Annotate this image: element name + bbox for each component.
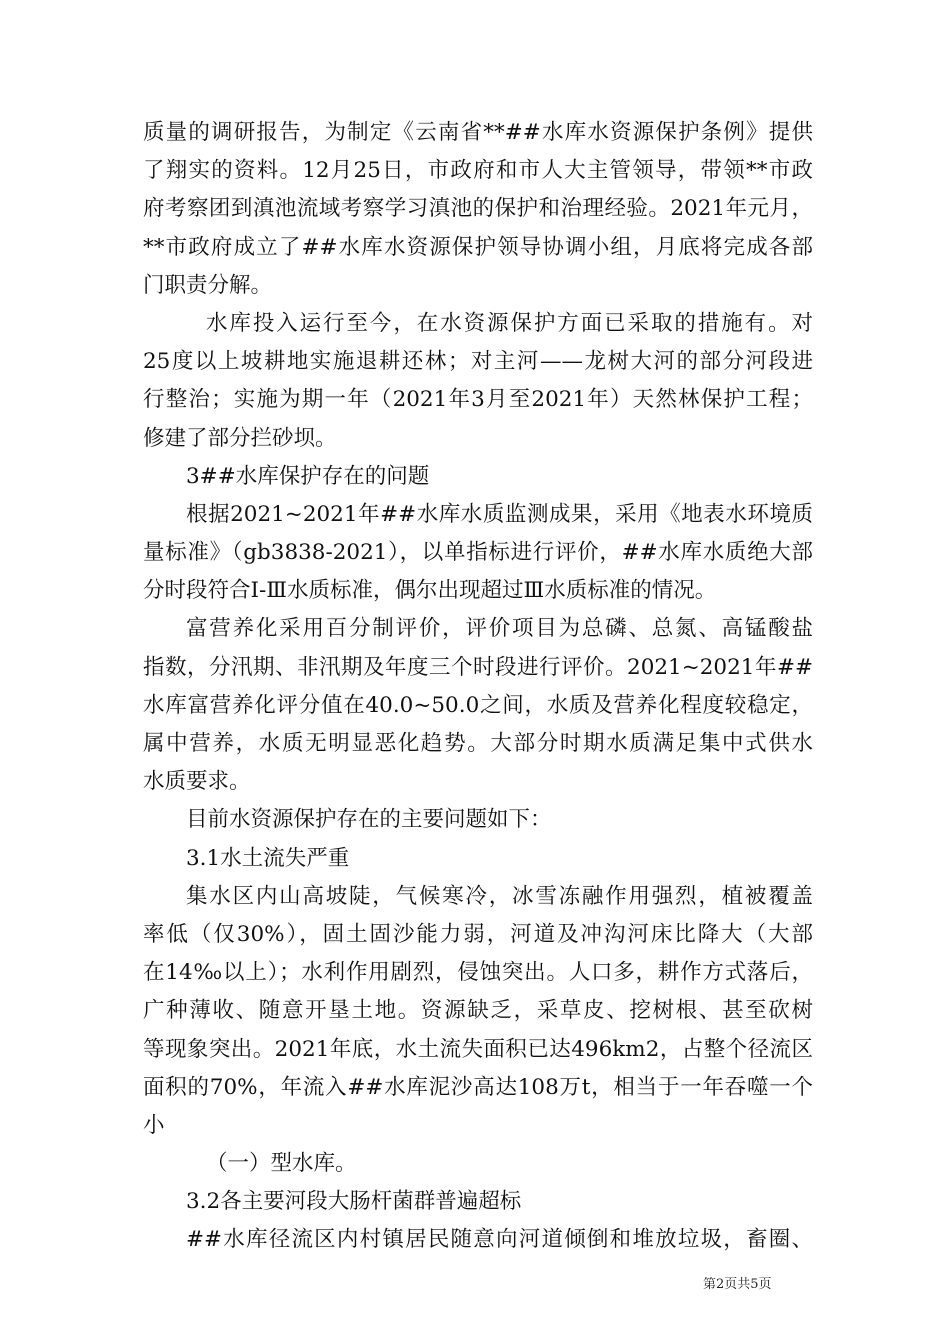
text-line: 目前水资源保护存在的主要问题如下： — [186, 807, 552, 833]
text-line: 水库投入运行至今，在水资源保护方面已采取的措施有。对 — [206, 310, 813, 336]
text-line: 在14‰以上）；水利作用剧烈，侵蚀突出。人口多，耕作方式落后， — [143, 960, 813, 986]
text-line: （一）型水库。 — [206, 1151, 357, 1177]
text-line: 了翔实的资料。12月25日，市政府和市人大主管领导，带领**市政 — [143, 158, 813, 184]
text-line: 修建了部分拦砂坝。 — [143, 425, 337, 451]
text-line: 面积的70%，年流入##水库泥沙高达108万t，相当于一年吞噬一个 — [143, 1074, 813, 1100]
text-line: 等现象突出。2021年底，水土流失面积已达496km2，占整个径流区 — [143, 1036, 813, 1062]
text-line: 水库富营养化评分值在40.0~50.0之间，水质及营养化程度较稳定， — [143, 692, 813, 718]
text-line: **市政府成立了##水库水资源保护领导协调小组，月底将完成各部 — [143, 234, 813, 260]
text-line: 分时段符合Ⅰ-Ⅲ水质标准，偶尔出现超过Ⅲ水质标准的情况。 — [143, 578, 717, 604]
section-heading: 3.2各主要河段大肠杆菌群普遍超标 — [186, 1189, 522, 1215]
text-line: 小 — [143, 1112, 165, 1138]
text-line: ##水库径流区内村镇居民随意向河道倾倒和堆放垃圾，畜圈、 — [186, 1227, 813, 1253]
text-line: 量标准》（gb3838-2021），以单指标进行评价，##水库水质绝大部 — [143, 540, 813, 566]
text-line: 属中营养，水质无明显恶化趋势。大部分时期水质满足集中式供水 — [143, 731, 813, 756]
section-heading: 3.1水土流失严重 — [186, 845, 350, 871]
text-line: 指数，分汛期、非汛期及年度三个时段进行评价。2021~2021年## — [143, 654, 813, 680]
text-line: 广种薄收、随意开垦土地。资源缺乏，采草皮、挖树根、甚至砍树 — [143, 998, 813, 1024]
text-line: 率低（仅30%），固土固沙能力弱，河道及冲沟河床比降大（大部 — [143, 921, 813, 947]
text-line: 水质要求。 — [143, 769, 251, 795]
text-line: 25度以上坡耕地实施退耕还林；对主河——龙树大河的部分河段进 — [143, 349, 813, 375]
text-line: 集水区内山高坡陡，气候寒冷，冰雪冻融作用强烈，植被覆盖 — [186, 883, 813, 909]
text-line: 门职责分解。 — [143, 272, 273, 298]
text-line: 府考察团到滇池流域考察学习滇池的保护和治理经验。2021年元月， — [143, 196, 813, 222]
page-number: 第2页共5页 — [703, 1277, 772, 1292]
text-line: 富营养化采用百分制评价，评价项目为总磷、总氮、高锰酸盐 — [186, 616, 813, 642]
text-line: 质量的调研报告，为制定《云南省**##水库水资源保护条例》提供 — [143, 120, 813, 145]
section-heading: 3##水库保护存在的问题 — [186, 463, 430, 489]
document-body — [143, 114, 813, 1260]
text-line: 行整治；实施为期一年（2021年3月至2021年）天然林保护工程； — [143, 387, 813, 413]
text-line: 根据2021~2021年##水库水质监测成果，采用《地表水环境质 — [186, 501, 813, 527]
